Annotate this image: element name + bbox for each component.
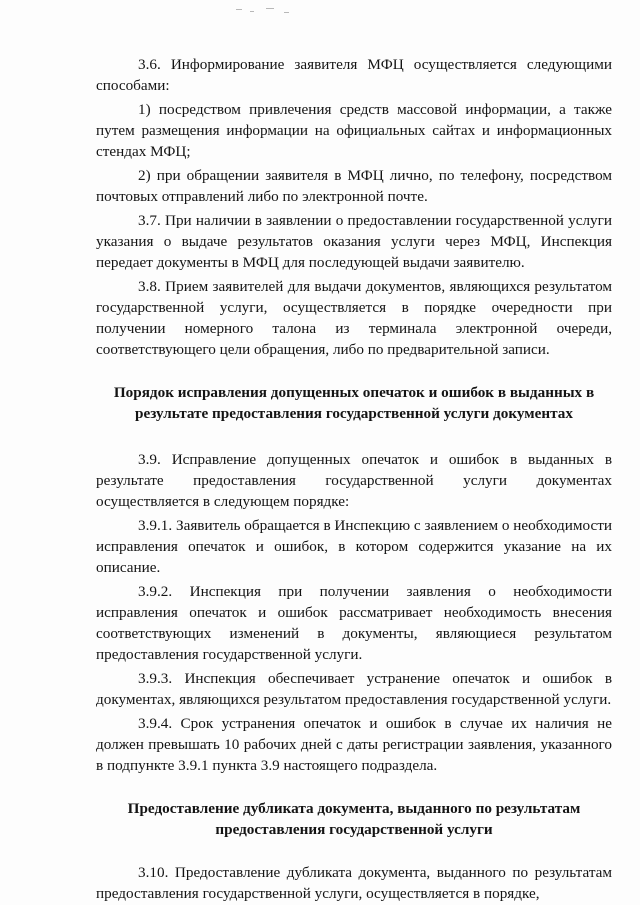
paragraph-3-9-1: 3.9.1. Заявитель обращается в Инспекцию с заявлением о необходимости исправления опечаток и ошибок, в котором содержится указание на их описание.	[96, 517, 612, 576]
section-heading-duplicate: Предоставление дубликата документа, выданного по результатам предоставления государственной услуги	[127, 800, 581, 838]
paragraph-3-6-item-1: 1) посредством привлечения средств массовой информации, а также путем размещения информации на официальных сайтах и информационных стендах МФЦ;	[96, 101, 612, 160]
paragraph-3-9: 3.9. Исправление допущенных опечаток и ошибок в выданных в результате предоставления государственной услуги документах осуществляется в следующем порядке:	[96, 451, 612, 510]
paragraph-3-9-3: 3.9.3. Инспекция обеспечивает устранение опечаток и ошибок в документах, являющихся результатом предоставления государственной услуги.	[96, 670, 612, 708]
paragraph-3-6: 3.6. Информирование заявителя МФЦ осуществляется следующими способами:	[96, 56, 612, 94]
paragraph-3-8: 3.8. Прием заявителей для выдачи документов, являющихся результатом государственной услуги, осуществляется в порядке очередности при получении номерного талона из терминала электронной очереди, соответствующего цели обращения, либо по предварительной записи.	[96, 278, 612, 358]
section-heading-corrections: Порядок исправления допущенных опечаток и ошибок в выданных в результате предоставления государственной услуги документах	[113, 384, 595, 422]
scan-artifacts	[236, 6, 296, 16]
paragraph-3-9-4: 3.9.4. Срок устранения опечаток и ошибок в случае их наличия не должен превышать 10 рабочих дней с даты регистрации заявления, указанного в подпункте 3.9.1 пункта 3.9 настоящего подраздела.	[96, 715, 612, 774]
paragraph-3-10: 3.10. Предоставление дубликата документа, выданного по результатам предоставления государственной услуги, осуществляется в порядке,	[96, 864, 612, 902]
paragraph-3-7: 3.7. При наличии в заявлении о предоставлении государственной услуги указания о выдаче результатов оказания услуги через МФЦ, Инспекция передает документы в МФЦ для последующей выдачи заявителю.	[96, 212, 612, 271]
paragraph-3-6-item-2: 2) при обращении заявителя в МФЦ лично, по телефону, посредством почтовых отправлений либо по электронной почте.	[96, 167, 612, 205]
paragraph-3-9-2: 3.9.2. Инспекция при получении заявления о необходимости исправления опечаток и ошибок рассматривает необходимость внесения соответствующих изменений в документы, являющиеся результатом предоставления государственной услуги.	[96, 583, 612, 663]
document-body	[96, 54, 612, 904]
